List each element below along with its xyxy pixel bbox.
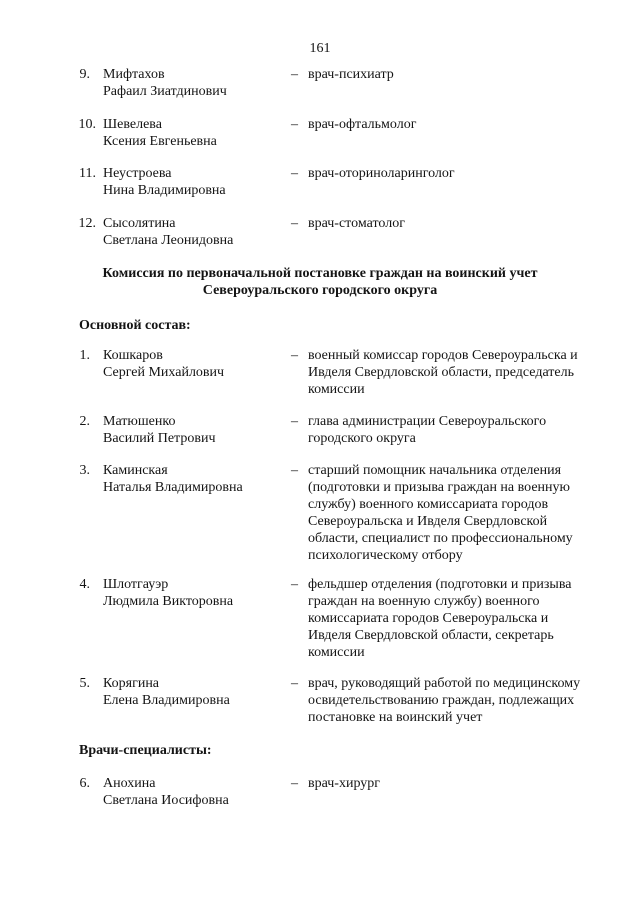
dash: – bbox=[291, 776, 298, 791]
person-role: врач-офтальмолог bbox=[308, 117, 417, 132]
item-number: 2. bbox=[79, 414, 90, 429]
person-name: Каминская Наталья Владимировна bbox=[103, 463, 243, 495]
commission-title: Комиссия по первоначальной постановке граждан на воинский учет Североуральского городского округа bbox=[102, 266, 538, 298]
person-name: Кошкаров Сергей Михайлович bbox=[103, 348, 225, 380]
dash: – bbox=[291, 463, 298, 478]
dash: – bbox=[291, 414, 298, 429]
page-number: 161 bbox=[309, 41, 331, 56]
item-number: 6. bbox=[79, 776, 90, 791]
specialists-label: Врачи-специалисты: bbox=[79, 743, 212, 758]
item-number: 5. bbox=[79, 676, 90, 691]
person-name: Матюшенко Василий Петрович bbox=[103, 414, 216, 446]
item-number: 11. bbox=[79, 166, 96, 181]
person-role: врач-стоматолог bbox=[308, 216, 405, 231]
person-role: врач-оториноларинголог bbox=[308, 166, 455, 181]
person-role: старший помощник начальника отделения (подготовки и призыва граждан на военную службу) военного комиссариата городов Североуральска и Ивделя Свердловской области, специалист по профессиональному психологическому отбору bbox=[308, 463, 573, 563]
main-section-label: Основной состав: bbox=[79, 318, 191, 333]
dash: – bbox=[291, 348, 298, 363]
person-role: врач-хирург bbox=[308, 776, 381, 791]
person-name: Шевелева Ксения Евгеньевна bbox=[103, 117, 217, 149]
person-name: Шлотгауэр Людмила Викторовна bbox=[103, 577, 234, 609]
person-role: врач-психиатр bbox=[308, 67, 394, 82]
person-role: врач, руководящий работой по медицинскому освидетельствованию граждан, подлежащих постановке на воинский учет bbox=[308, 676, 581, 725]
dash: – bbox=[291, 166, 298, 181]
dash: – bbox=[291, 676, 298, 691]
person-name: Мифтахов Рафаил Зиатдинович bbox=[103, 67, 227, 99]
dash: – bbox=[291, 117, 298, 132]
person-name: Корягина Елена Владимировна bbox=[103, 676, 230, 708]
item-number: 9. bbox=[79, 67, 90, 82]
person-role: глава администрации Североуральского городского округа bbox=[308, 414, 547, 446]
item-number: 3. bbox=[79, 463, 90, 478]
person-name: Неустроева Нина Владимировна bbox=[103, 166, 226, 198]
dash: – bbox=[291, 67, 298, 82]
person-name: Сысолятина Светлана Леонидовна bbox=[103, 216, 234, 248]
dash: – bbox=[291, 216, 298, 231]
dash: – bbox=[291, 577, 298, 592]
item-number: 4. bbox=[79, 577, 90, 592]
item-number: 1. bbox=[79, 348, 90, 363]
person-name: Анохина Светлана Иосифовна bbox=[103, 776, 229, 808]
item-number: 10. bbox=[78, 117, 96, 132]
person-role: военный комиссар городов Североуральска и Ивделя Свердловской области, председатель комиссии bbox=[308, 348, 578, 397]
item-number: 12. bbox=[78, 216, 96, 231]
person-role: фельдшер отделения (подготовки и призыва граждан на военную службу) военного комиссариата городов Североуральска и Ивделя Свердловской области, секретарь комиссии bbox=[308, 577, 572, 660]
